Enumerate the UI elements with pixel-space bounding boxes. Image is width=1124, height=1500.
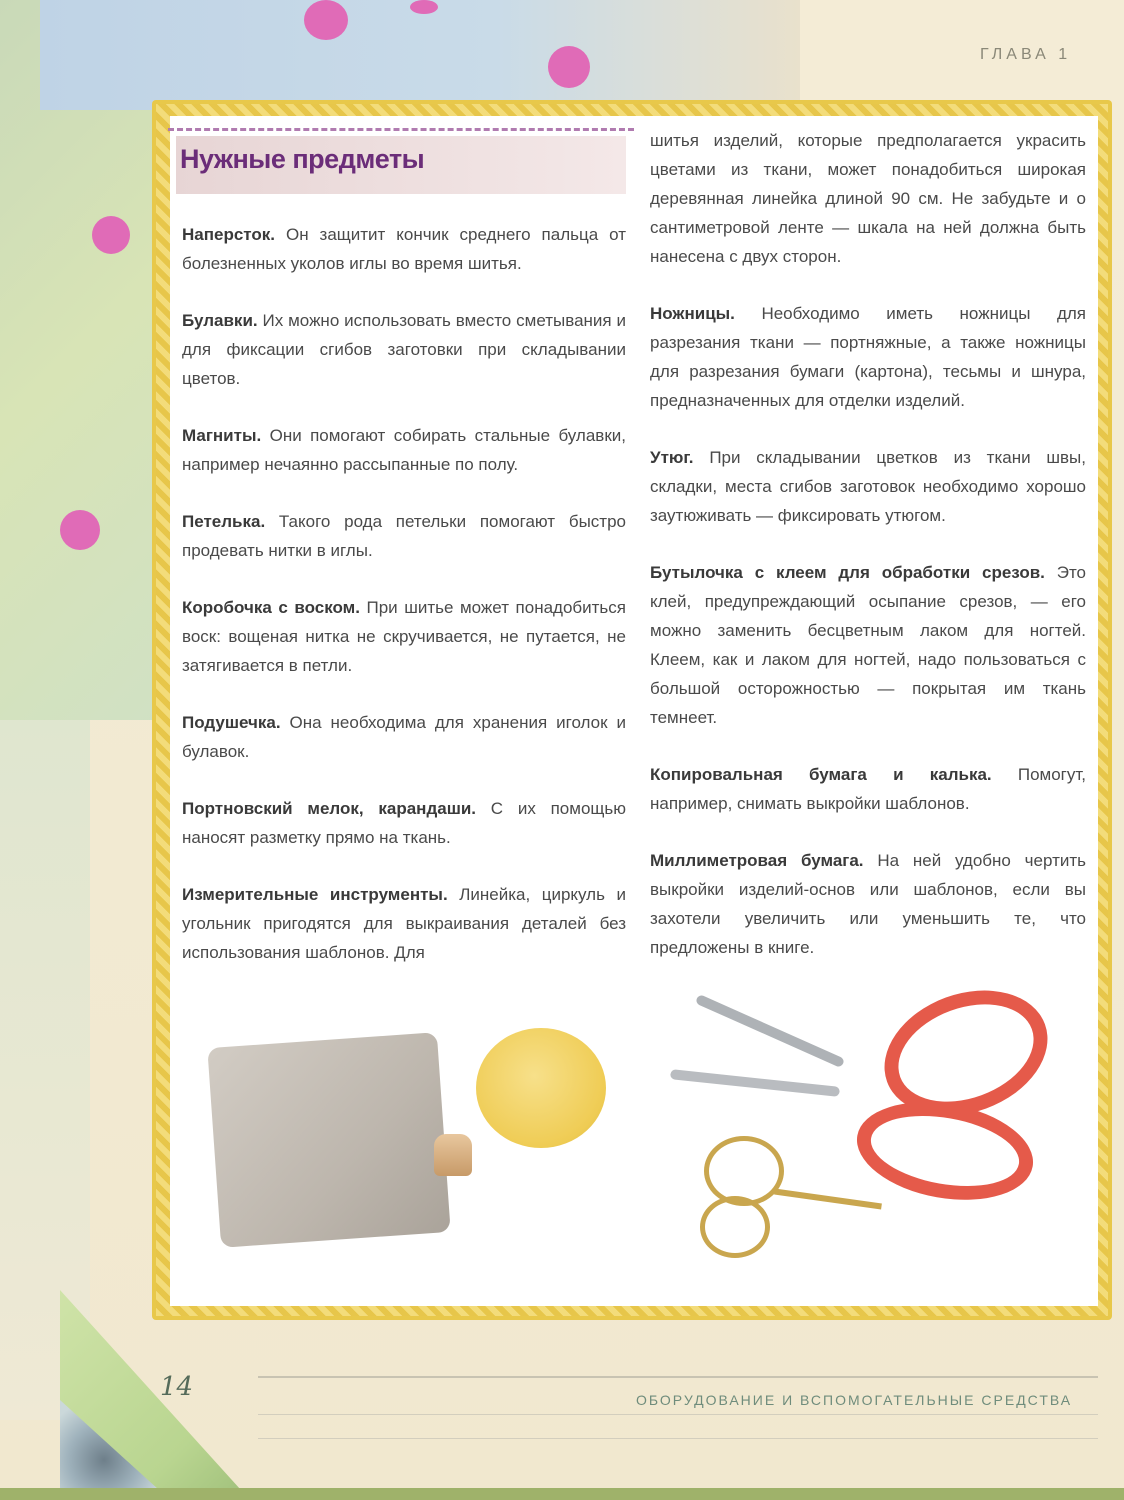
- entry: [650, 760, 1086, 818]
- entry-text: С их помощью наносят разметку прямо на ткань.: [182, 799, 626, 847]
- entry-term: Бутылочка с клеем для обработки срезов.: [650, 563, 1045, 582]
- section-title: Нужные предметы: [180, 144, 425, 174]
- entry-text: Линейка, циркуль и угольник пригодятся для выкраивания деталей без использования шаблонов. Для: [182, 885, 626, 962]
- entry: [650, 126, 1086, 271]
- entry-term: Утюг.: [650, 448, 694, 467]
- entry: [182, 220, 626, 278]
- bottom-strip: [0, 1488, 1124, 1500]
- entry-term: Ножницы.: [650, 304, 735, 323]
- entry-text: Он защитит кончик среднего пальца от болезненных уколов иглы во время шитья.: [182, 225, 626, 273]
- entry-term: Петелька.: [182, 512, 266, 531]
- entry-term: Булавки.: [182, 311, 258, 330]
- right-column: [650, 126, 1086, 990]
- entry-term: Магниты.: [182, 426, 262, 445]
- entry-text: шитья изделий, которые предполагается украсить цветами из ткани, может понадобиться широкая деревянная линейка длиной 90 см. Не забудьте и о сантиметровой ленте — шкала на ней должна быть нанесена с двух сторон.: [650, 131, 1086, 266]
- entry: [650, 558, 1086, 732]
- entry-term: Измерительные инструменты.: [182, 885, 448, 904]
- entry: [650, 443, 1086, 530]
- chapter-label: ГЛАВА 1: [980, 46, 1072, 63]
- entry-text: Помогут, например, снимать выкройки шаблонов.: [650, 765, 1086, 813]
- embroidery-scissors-illustration: [700, 1196, 770, 1258]
- footer-section-title: ОБОРУДОВАНИЕ И ВСПОМОГАТЕЛЬНЫЕ СРЕДСТВА: [636, 1392, 1073, 1408]
- entry: [182, 306, 626, 393]
- entry-term: Копировальная бумага и калька.: [650, 765, 992, 784]
- entry: [182, 421, 626, 479]
- round-pincushion-illustration: [476, 1028, 606, 1148]
- entry-term: Портновский мелок, карандаши.: [182, 799, 477, 818]
- entry-term: Миллиметровая бумага.: [650, 851, 864, 870]
- entry-text: На ней удобно чертить выкройки изделий-основ или шаблонов, если вы захотели увеличить или уменьшить те, что предложены в книге.: [650, 851, 1086, 957]
- page-number: 14: [160, 1372, 194, 1402]
- polka-dot: [304, 0, 348, 40]
- entry-text: Такого рода петельки помогают быстро продевать нитки в иглы.: [182, 512, 626, 560]
- embroidery-scissors-illustration: [704, 1136, 784, 1206]
- polka-dot: [92, 216, 130, 254]
- thimble-illustration: [434, 1134, 472, 1176]
- left-column: [182, 220, 626, 995]
- entry-text: Это клей, предупреждающий осыпание срезов, — его можно заменить бесцветным лаком для ногтей. Клеем, как и лаком для ногтей, надо пользоваться с большой осторожностью — покрытая им ткань темнеет.: [650, 563, 1086, 727]
- entry: [182, 708, 626, 766]
- title-dashed-line: [168, 128, 634, 131]
- entry-text: Их можно использовать вместо сметывания и для фиксации сгибов заготовки при складывании цветов.: [182, 311, 626, 388]
- entry-term: Коробочка с воском.: [182, 598, 360, 617]
- entry-text: Необходимо иметь ножницы для разрезания ткани — портняжные, а также ножницы для разрезания бумаги (картона), тесьмы и шнура, предназначенных для отделки изделий.: [650, 304, 1086, 410]
- entry-text: При шитье может понадобиться воск: вощеная нитка не скручивается, не путается, не затягивается в петли.: [182, 598, 626, 675]
- entry: [182, 794, 626, 852]
- entry-text: При складывании цветков из ткани швы, складки, места сгибов заготовок необходимо хорошо заутюживать — фиксировать утюгом.: [650, 448, 1086, 525]
- pincushion-pillow-illustration: [207, 1032, 450, 1248]
- entry: [182, 593, 626, 680]
- polka-dot: [60, 510, 100, 550]
- entry: [182, 880, 626, 967]
- entry-text: Она необходима для хранения иголок и булавок.: [182, 713, 626, 761]
- entry-term: Подушечка.: [182, 713, 281, 732]
- fabric-decoration-top: [40, 0, 800, 110]
- entry-term: Наперсток.: [182, 225, 276, 244]
- entry: [182, 507, 626, 565]
- entry-text: Они помогают собирать стальные булавки, например нечаянно рассыпанные по полу.: [182, 426, 626, 474]
- entry: [650, 299, 1086, 415]
- entry: [650, 846, 1086, 962]
- polka-dot: [548, 46, 590, 88]
- polka-dot: [410, 0, 438, 14]
